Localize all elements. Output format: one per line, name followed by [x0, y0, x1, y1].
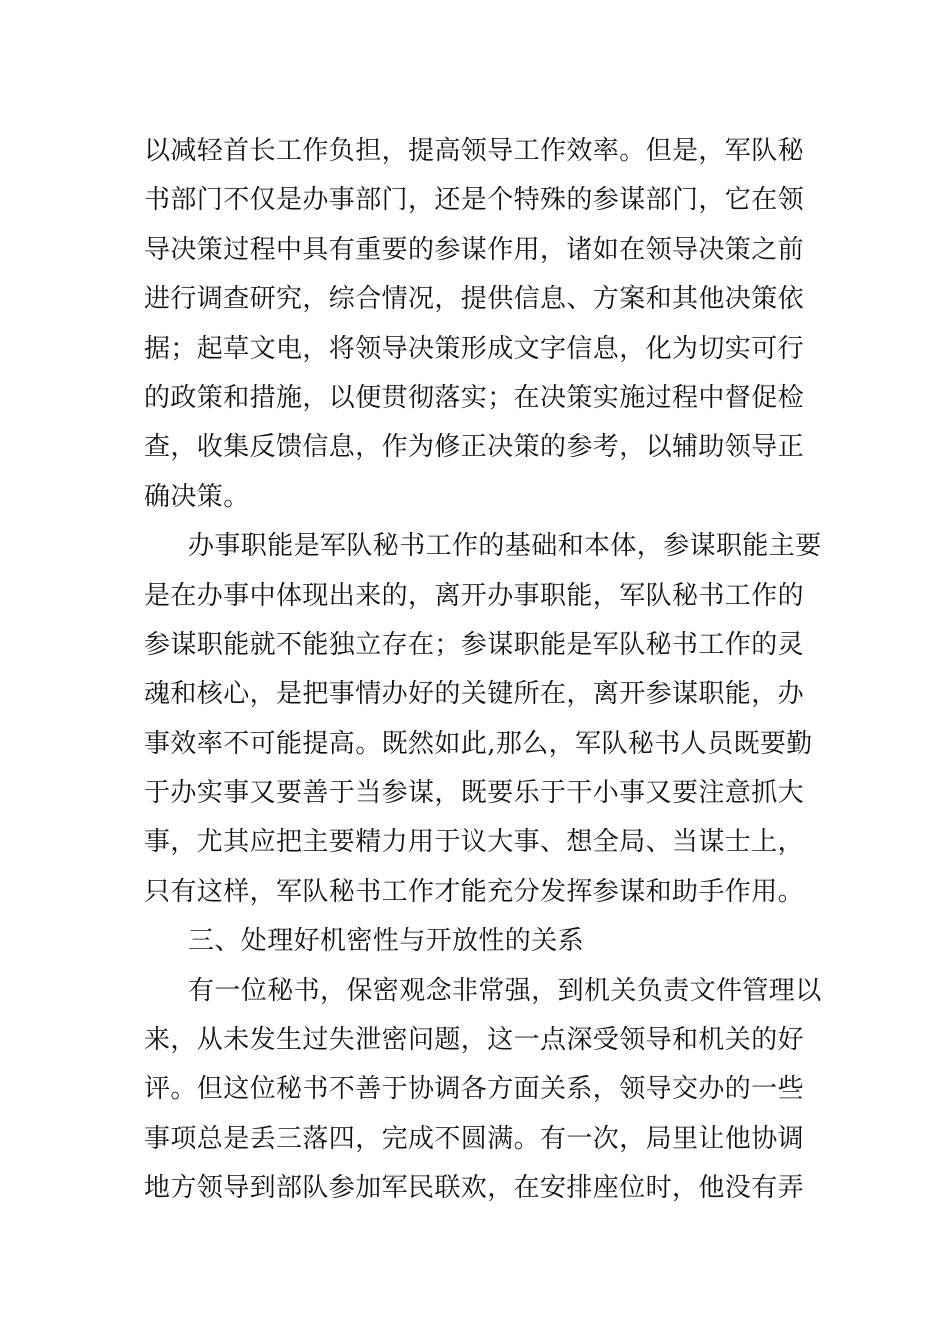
text-line: 有一位秘书，保密观念非常强，到机关负责文件管理以 [188, 975, 822, 1006]
text-line: 只有这样，军队秘书工作才能充分发挥参谋和助手作用。 [144, 876, 805, 907]
text-line: 事，尤其应把主要精力用于议大事、想全局、当谋士上， [144, 827, 805, 858]
text-line: 事项总是丢三落四，完成不圆满。有一次，局里让他协调 [144, 1123, 805, 1154]
paragraph-3 [144, 967, 822, 1214]
text-line: 评。但这位秘书不善于协调各方面关系，领导交办的一些 [144, 1074, 805, 1105]
text-line: 确决策。 [144, 481, 250, 512]
text-line: 查，收集反馈信息，作为修正决策的参考，以辅助领导正 [144, 432, 805, 463]
text-line: 据；起草文电，将领导决策形成文字信息，化为切实可行 [144, 333, 805, 364]
section-heading: 三、处理好机密性与开放性的关系 [188, 926, 585, 957]
paragraph-1 [144, 127, 814, 522]
text-line: 事效率不可能提高。既然如此,那么，军队秘书人员既要勤 [144, 728, 813, 759]
text-line: 书部门不仅是办事部门，还是个特殊的参谋部门，它在领 [144, 185, 805, 216]
document-body [144, 127, 822, 1214]
paragraph-2 [144, 522, 822, 917]
text-line: 的政策和措施，以便贯彻落实；在决策实施过程中督促检 [144, 382, 805, 413]
text-line: 魂和核心，是把事情办好的关键所在，离开参谋职能，办 [144, 679, 805, 710]
text-line: 地方领导到部队参加军民联欢，在安排座位时，他没有弄 [144, 1173, 805, 1204]
text-line: 来，从未发生过失泄密问题，这一点深受领导和机关的好 [144, 1025, 805, 1056]
text-line: 导决策过程中具有重要的参谋作用，诸如在领导决策之前 [144, 234, 805, 265]
text-line: 进行调查研究，综合情况，提供信息、方案和其他决策依 [144, 284, 805, 315]
text-line: 参谋职能就不能独立存在；参谋职能是军队秘书工作的灵 [144, 629, 805, 660]
text-line: 于办实事又要善于当参谋，既要乐于干小事又要注意抓大 [144, 778, 805, 809]
text-line: 办事职能是军队秘书工作的基础和本体，参谋职能主要 [188, 531, 822, 562]
text-line: 是在办事中体现出来的，离开办事职能，军队秘书工作的 [144, 580, 805, 611]
text-line: 以减轻首长工作负担，提高领导工作效率。但是，军队秘 [144, 136, 805, 166]
